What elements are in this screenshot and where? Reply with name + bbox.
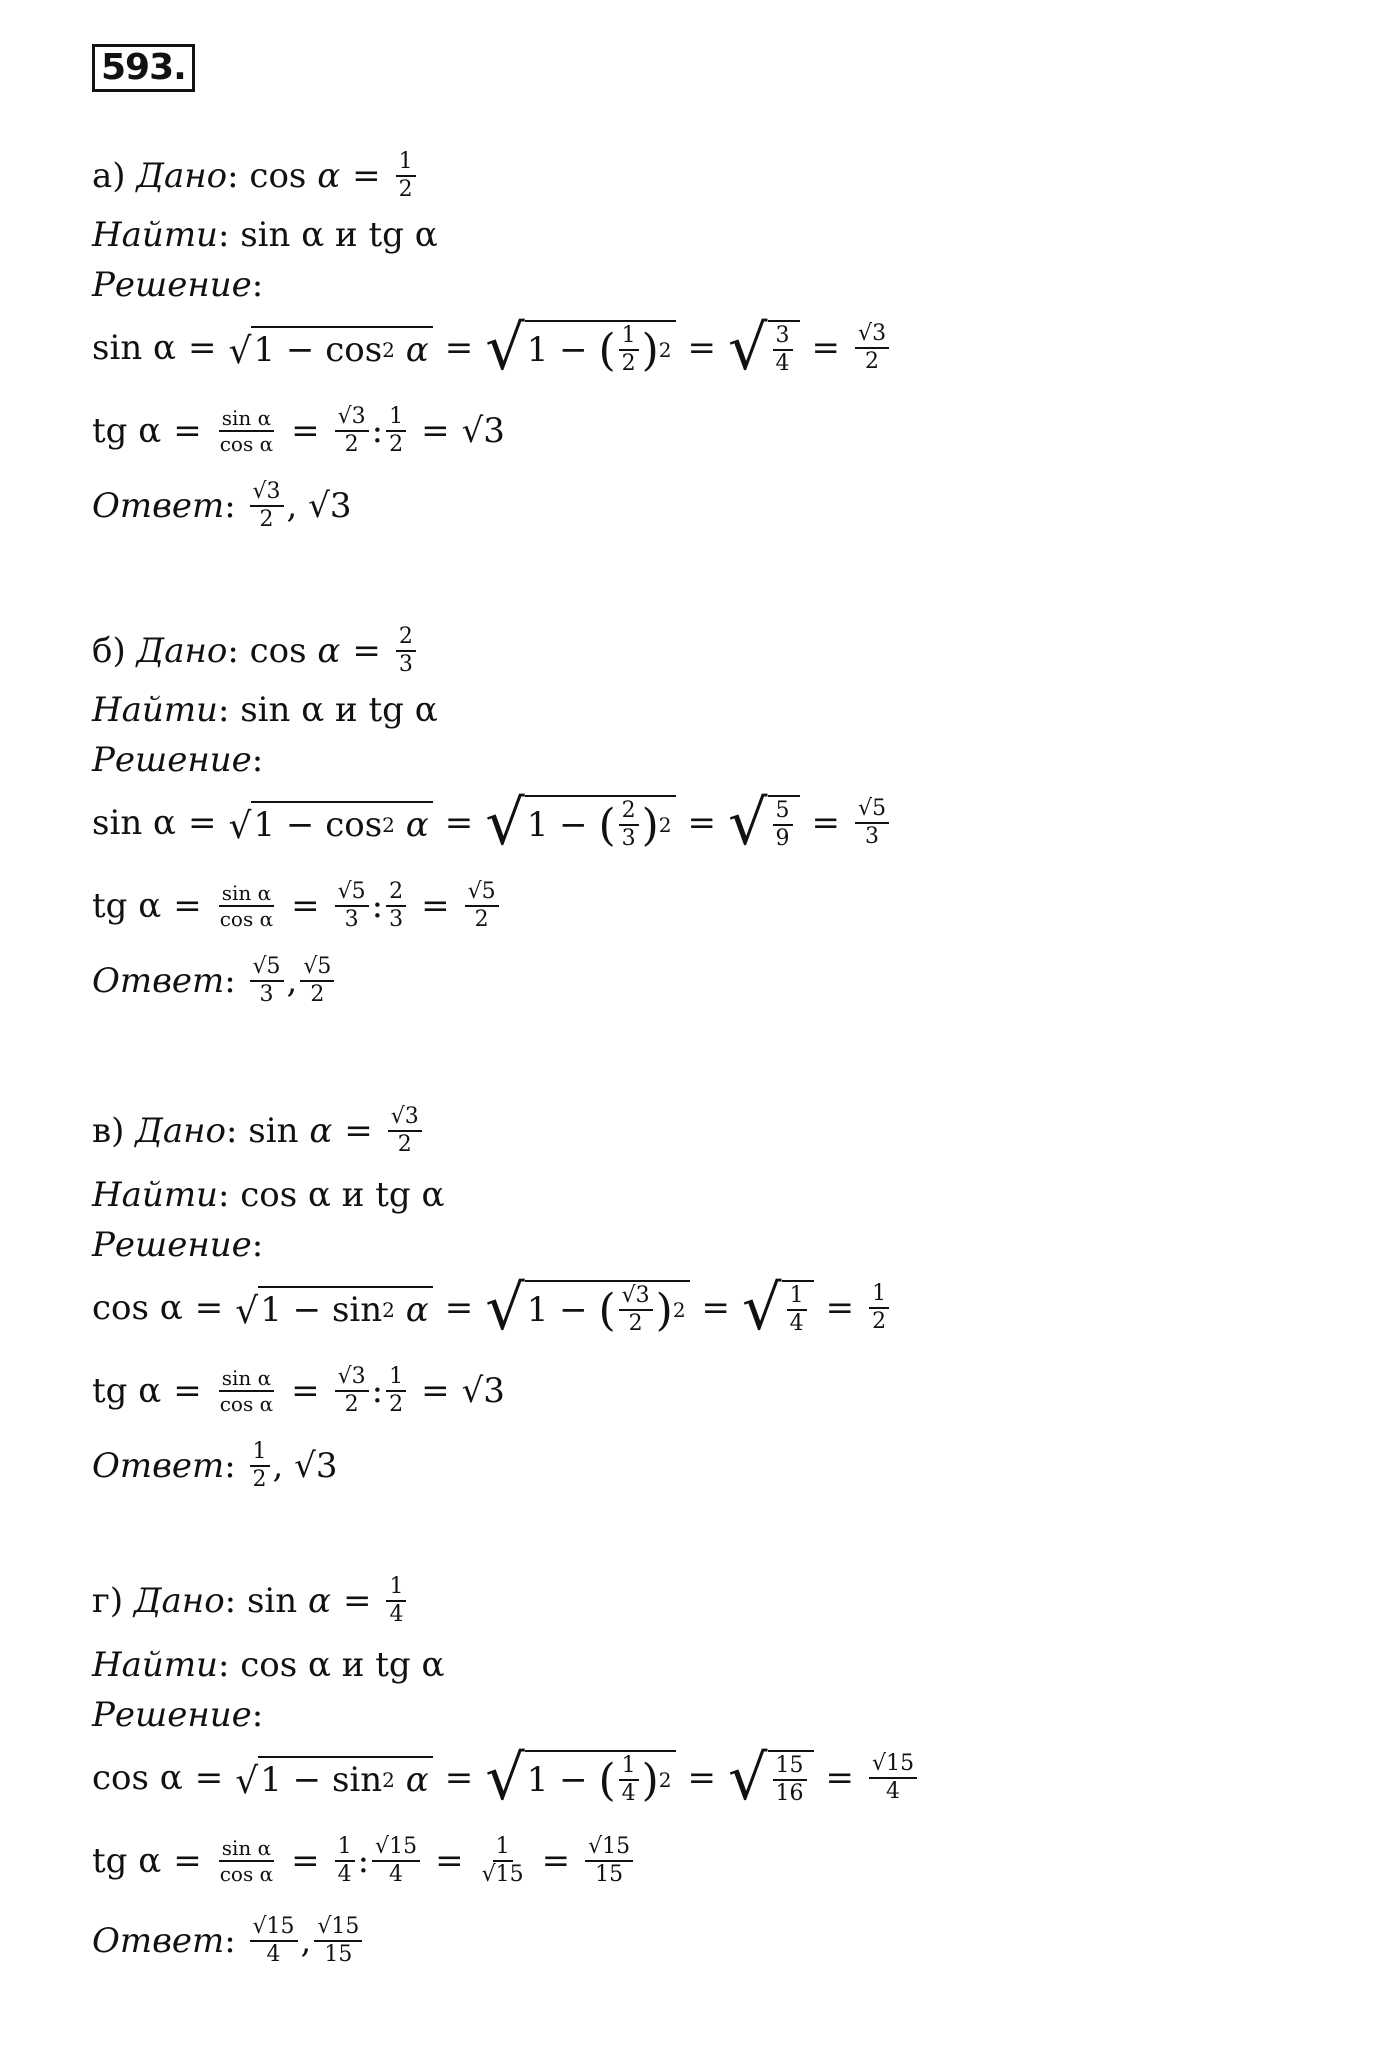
solution-label: Решение [92,740,252,780]
sqrt-expression: √ 1 − cos 2 α [229,326,433,370]
formula-line-1: cos α = √ 1 − sin 2 α = √ 1 − ( $\frac{1}{4}$ ) 2 = √ $\frac{15}{16}$ = $\frac{√15}{4}$ [92,1750,920,1806]
problem-number: 593. [92,44,195,92]
solution-label: Решение [92,1225,252,1265]
solution-line: Решение : [92,1695,264,1735]
sqrt-expression-big: √ 1 − ( $\frac{1}{2}$ ) 2 [485,320,675,376]
part-letter: а) [92,156,126,196]
formula-line-2: tg α = $\frac{\text{sin α}}{\text{cos α}}$ = $\frac{√3}{2}$ : $\frac{1}{2}$ = √3 [92,1364,505,1417]
find-line: Найти : sin α и tg α [92,215,438,255]
answer-line: Ответ : $\frac{√5}{3}$ , $\frac{√5}{2}$ [92,955,337,1007]
solution-line: Решение : [92,740,264,780]
find-label: Найти [92,1645,218,1685]
formula-lhs: sin α [92,328,176,368]
find-label: Найти [92,1175,218,1215]
answer-label: Ответ [92,1446,225,1486]
find-line: Найти : cos α и tg α [92,1175,445,1215]
answer-label: Ответ [92,486,225,526]
find-line: Найти : sin α и tg α [92,690,438,730]
formula-line-1: sin α = √ 1 − cos 2 α = √ 1 − ( $\frac{1}{2}$ ) 2 = √ $\frac{3}{4}$ = $\frac{√3}{2}$ [92,320,892,376]
given-line: г) Дано : sin α = $\frac{1}{4}$ [92,1575,409,1627]
given-label: Дано [136,156,228,196]
given-line: а) Дано : cos α = $\frac{1}{2}$ [92,150,419,202]
solution-line: Решение : [92,1225,264,1265]
given-line: в) Дано : sin α = $\frac{√3}{2}$ [92,1105,425,1157]
given-label: Дано [133,1581,225,1621]
given-line: б) Дано : cos α = $\frac{2}{3}$ [92,625,419,677]
given-label: Дано [135,1111,226,1151]
formula-line-2: tg α = $\frac{\text{sin α}}{\text{cos α}}$ = $\frac{√3}{2}$ : $\frac{1}{2}$ = √3 [92,404,505,457]
find-text: sin α и tg α [240,215,438,255]
alpha-symbol: α [317,156,341,196]
formula-line-1: sin α = √ 1 − cos 2 α = √ 1 − ( $\frac{2}{3}$ ) 2 = √ $\frac{5}{9}$ = $\frac{√5}{3}$ [92,795,892,851]
answer-line: Ответ : $\frac{√15}{4}$ , $\frac{√15}{15}$ [92,1915,365,1967]
given-fraction: $\frac{2}{3}$ [396,625,416,677]
answer-line: Ответ : $\frac{√3}{2}$ , √3 [92,479,352,532]
given-fraction: $\frac{1}{2}$ [396,150,416,202]
solution-line: Решение : [92,265,264,305]
find-label: Найти [92,690,218,730]
formula-line-2: tg α = $\frac{\text{sin α}}{\text{cos α}}$ = $\frac{√5}{3}$ : $\frac{2}{3}$ = $\frac{√5}{2}$ [92,880,502,932]
given-fn: cos [249,156,307,196]
solution-label: Решение [92,265,252,305]
tg-result: √3 [461,411,505,451]
answer-label: Ответ [92,1921,225,1961]
formula-line-1: cos α = √ 1 − sin 2 α = √ 1 − ( $\frac{√3}{2}$ ) 2 = √ $\frac{1}{4}$ = $\frac{1}{2}$ [92,1280,892,1336]
part-letter: б) [92,631,126,671]
find-label: Найти [92,215,218,255]
sqrt-fraction: √ $\frac{3}{4}$ [728,320,800,376]
given-label: Дано [136,631,228,671]
answer-line: Ответ : $\frac{1}{2}$ , √3 [92,1439,338,1492]
formula-line-2: tg α = $\frac{\text{sin α}}{\text{cos α}}$ = $\frac{1}{4}$ : $\frac{√15}{4}$ = $\frac{1}{√15}$ = $\frac{√15}{15}$ [92,1835,636,1887]
find-line: Найти : cos α и tg α [92,1645,445,1685]
solution-label: Решение [92,1695,252,1735]
answer-label: Ответ [92,961,225,1001]
result-fraction: $\frac{√3}{2}$ [855,322,889,374]
